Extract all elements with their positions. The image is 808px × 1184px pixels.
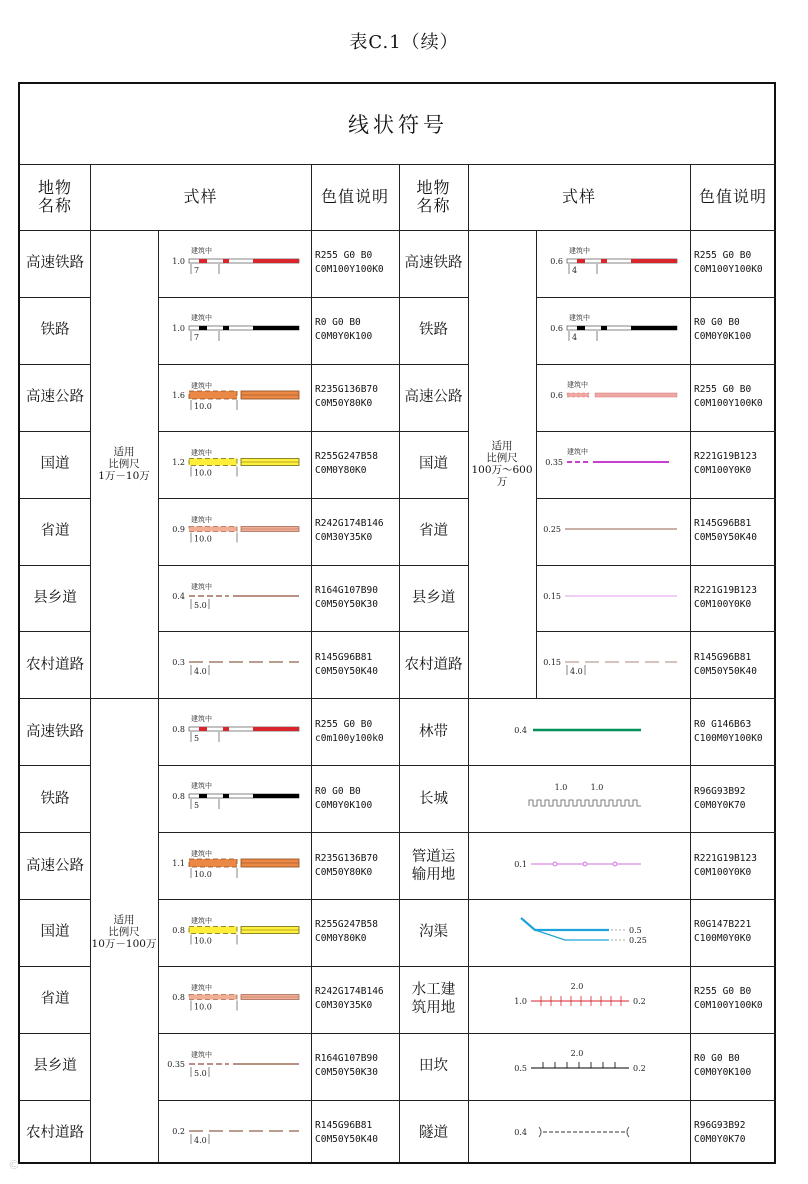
construction-label: 建筑中 (191, 917, 212, 925)
color-value (690, 364, 776, 431)
feature-name (20, 966, 90, 1033)
color-value (311, 698, 399, 765)
road-under-construction (567, 393, 589, 397)
width-label: 1.1 (172, 859, 185, 869)
width-label: 0.3 (172, 658, 185, 668)
header-name-left (20, 164, 90, 230)
feature-name-text: 田坎 (419, 1058, 448, 1075)
symbol-sample (159, 1034, 311, 1100)
color-value-text: R255G247B58 C0M0Y80K0 (315, 919, 378, 945)
color-value-text: R164G107B90 C0M50Y50K30 (315, 584, 378, 610)
dimension-label: 7 (194, 332, 200, 342)
tunnel-end (539, 1127, 541, 1137)
color-value (311, 565, 399, 632)
width-label: 0.6 (550, 257, 563, 266)
symbol-sample (159, 833, 311, 899)
rail-segment (223, 326, 229, 330)
color-value (311, 899, 399, 966)
symbol-sample (469, 1034, 690, 1100)
feature-name-text: 高速公路 (26, 857, 84, 874)
dimension-label: 10.0 (194, 870, 212, 880)
color-value-text: R221G19B123 C0M100Y0K0 (694, 451, 757, 477)
feature-name-text: 铁路 (40, 790, 70, 807)
color-value-text: R242G174B146 C0M30Y35K0 (315, 518, 384, 544)
pipe-node (583, 862, 587, 866)
dimension-label: 10.0 (194, 534, 212, 544)
feature-name (20, 765, 90, 832)
feature-name (399, 498, 468, 565)
rail-segment (223, 727, 229, 731)
width-label: 0.4 (514, 726, 527, 736)
rail-segment (199, 326, 207, 330)
color-value-text: R0G147B221 C100M0Y0K0 (694, 919, 752, 945)
width-label: 1.0 (514, 996, 527, 1006)
rail-segment (577, 326, 585, 330)
scale-range-1 (90, 230, 158, 698)
header-color-left-text: 色值说明 (320, 187, 389, 206)
scale-range-3 (90, 698, 158, 1166)
color-value (311, 966, 399, 1033)
canal-main (521, 918, 609, 930)
width-label: 1.0 (172, 257, 185, 266)
table-title-text: 线状符号 (348, 113, 448, 137)
feature-name (399, 297, 468, 364)
color-value-text: R221G19B123 C0M100Y0K0 (694, 584, 757, 610)
width-label: 0.25 (543, 524, 561, 534)
feature-name-text: 管道运 输用地 (411, 848, 456, 883)
feature-name-text: 省道 (40, 991, 70, 1008)
feature-name (399, 966, 468, 1033)
dimension-label: 5 (194, 734, 200, 744)
symbol-table (18, 82, 776, 1164)
feature-name-text: 农村道路 (26, 656, 84, 673)
feature-name (20, 230, 90, 297)
width-label: 0.6 (550, 390, 563, 400)
symbol-sample (159, 1101, 311, 1167)
construction-label: 建筑中 (569, 247, 590, 255)
rail-segment (601, 326, 607, 330)
color-value-text: R242G174B146 C0M30Y35K0 (315, 986, 384, 1012)
width-label: 0.8 (172, 725, 185, 735)
symbol-sample (159, 432, 311, 498)
width-label: 1.0 (172, 323, 185, 333)
header-name-right (399, 164, 468, 230)
symbol-sample (159, 365, 311, 431)
feature-name-text: 国道 (40, 456, 70, 473)
construction-label: 建筑中 (191, 1050, 212, 1059)
width-label: 1.2 (172, 457, 185, 467)
scale-range-1-text: 适用 比例尺 1万－10万 (98, 446, 150, 483)
watermark: © (8, 1158, 20, 1172)
color-value-text: R164G107B90 C0M50Y50K30 (315, 1053, 378, 1079)
dimension-label: 5.0 (194, 600, 207, 610)
feature-name-text: 国道 (419, 456, 448, 473)
color-value-text: R145G96B81 C0M50Y50K40 (315, 1120, 378, 1146)
color-value (690, 230, 776, 297)
road-body (595, 393, 677, 397)
feature-name-text: 铁路 (40, 322, 70, 339)
symbol-sample (159, 699, 311, 765)
color-value-text: R255 G0 B0 C0M100Y100K0 (315, 250, 384, 276)
symbol-sample (537, 298, 690, 364)
rail-segment (635, 326, 675, 330)
rail-segment (199, 794, 207, 798)
header-style-left (90, 164, 311, 230)
width-label: 1.6 (172, 390, 185, 400)
header-color-right (690, 164, 776, 230)
feature-name (20, 498, 90, 565)
color-value-text: R0 G0 B0 C0M0Y0K100 (315, 317, 373, 343)
symbol-sample (537, 432, 690, 498)
road-under-construction (189, 391, 237, 399)
feature-name (20, 832, 90, 899)
construction-label: 建筑中 (191, 313, 212, 322)
scale-range-2-text: 适用 比例尺 100万～600万 (471, 440, 533, 489)
feature-name (399, 832, 468, 899)
symbol-sample (159, 632, 311, 698)
feature-name (399, 698, 468, 765)
width-label: 0.9 (172, 524, 185, 534)
feature-name-text: 农村道路 (404, 656, 463, 673)
construction-label: 建筑中 (191, 247, 212, 255)
feature-name-text: 农村道路 (26, 1125, 84, 1142)
symbol-sample (159, 766, 311, 832)
color-value (690, 899, 776, 966)
color-value-text: R255 G0 B0 c0m100y100k0 (315, 718, 384, 744)
symbol-sample (537, 231, 690, 297)
feature-name (399, 230, 468, 297)
color-value-text: R145G96B81 C0M50Y50K40 (694, 518, 757, 544)
color-value (690, 297, 776, 364)
symbol-sample (537, 632, 690, 698)
feature-name-text: 长城 (419, 790, 448, 807)
color-value (690, 1100, 776, 1167)
construction-label: 建筑中 (569, 313, 590, 322)
symbol-sample (537, 365, 690, 431)
width-label: 0.2 (633, 1063, 646, 1073)
symbol-sample (159, 231, 311, 297)
feature-name (399, 364, 468, 431)
feature-name (399, 565, 468, 632)
feature-name (20, 364, 90, 431)
color-value-text: R255G247B58 C0M0Y80K0 (315, 451, 378, 477)
rail-segment (223, 794, 229, 798)
feature-name-text: 国道 (40, 924, 70, 941)
color-value (311, 765, 399, 832)
color-value-text: R96G93B92 C0M0Y0K70 (694, 785, 746, 811)
symbol-sample (469, 1101, 690, 1167)
table-title (20, 84, 776, 164)
dimension-label: 10.0 (194, 468, 212, 478)
color-value-text: R0 G0 B0 C0M0Y0K100 (315, 785, 373, 811)
construction-label: 建筑中 (191, 983, 212, 992)
road-under-construction (189, 994, 237, 999)
road-under-construction (189, 927, 237, 934)
rail-segment (257, 259, 297, 263)
construction-label: 建筑中 (567, 380, 588, 389)
symbol-sample (159, 900, 311, 966)
width-label: 0.35 (167, 1059, 185, 1069)
rail-segment (257, 326, 297, 330)
symbol-sample (537, 566, 690, 632)
color-value (690, 565, 776, 632)
dimension-label: 2.0 (570, 981, 584, 991)
symbol-sample (469, 967, 690, 1033)
feature-name-text: 水工建 筑用地 (411, 982, 456, 1017)
color-value (690, 765, 776, 832)
feature-name-text: 县乡道 (33, 589, 77, 606)
color-value-text: R235G136B70 C0M50Y80K0 (315, 852, 378, 878)
symbol-sample (469, 699, 690, 765)
feature-name (20, 1033, 90, 1100)
color-value (311, 631, 399, 698)
pipe-node (613, 862, 617, 866)
feature-name-text: 高速铁路 (26, 255, 84, 272)
color-value-text: R255 G0 B0 C0M100Y100K0 (694, 384, 763, 410)
feature-name (399, 1100, 468, 1167)
canal-branch (535, 930, 609, 940)
rail-segment (199, 259, 207, 263)
color-value-text: R221G19B123 C0M100Y0K0 (694, 852, 757, 878)
feature-name (399, 431, 468, 498)
header-color-left (311, 164, 399, 230)
construction-label: 建筑中 (191, 782, 212, 791)
rail-segment (601, 259, 607, 263)
feature-name-text: 隧道 (419, 1125, 448, 1142)
construction-label: 建筑中 (191, 381, 212, 390)
symbol-sample (159, 967, 311, 1033)
construction-label: 建筑中 (191, 448, 212, 457)
header-style-right (468, 164, 690, 230)
color-value (690, 966, 776, 1033)
dimension-label: 1.0 (554, 783, 568, 793)
feature-name-text: 沟渠 (419, 924, 448, 941)
symbol-sample (537, 499, 690, 565)
rail-segment (577, 259, 585, 263)
road-under-construction (189, 859, 237, 867)
symbol-sample (159, 298, 311, 364)
width-label: 0.5 (629, 926, 642, 935)
dimension-label: 5.0 (194, 1068, 207, 1078)
construction-label: 建筑中 (191, 582, 212, 591)
color-value-text: R255 G0 B0 C0M100Y100K0 (694, 250, 763, 276)
width-label: 0.6 (550, 323, 563, 333)
rail-segment (257, 794, 297, 798)
color-value (311, 498, 399, 565)
scale-range-2 (468, 230, 536, 698)
dimension-label: 4.0 (570, 667, 583, 677)
rail-segment (223, 259, 229, 263)
feature-name (399, 631, 468, 698)
feature-name-text: 县乡道 (411, 589, 456, 606)
feature-name-text: 铁路 (419, 322, 448, 339)
dimension-label: 7 (194, 266, 200, 275)
dimension-label: 4 (572, 266, 578, 275)
feature-name-text: 高速公路 (26, 389, 84, 406)
width-label: 0.4 (172, 591, 185, 601)
feature-name-text: 高速铁路 (404, 255, 463, 272)
feature-name-text: 高速铁路 (26, 723, 84, 740)
dimension-label: 1.0 (590, 783, 604, 793)
width-label: 0.25 (629, 936, 647, 945)
table-caption: 表C.1（续） (349, 32, 459, 53)
header-name-right-text: 地物 名称 (416, 178, 451, 215)
symbol-sample (469, 900, 690, 966)
header-style-right-text: 式样 (561, 187, 596, 206)
header-name-left-text: 地物 名称 (37, 178, 72, 215)
color-value (690, 431, 776, 498)
construction-label: 建筑中 (191, 515, 212, 524)
dimension-label: 5 (194, 801, 200, 811)
dimension-label: 4 (572, 332, 578, 342)
color-value (311, 1100, 399, 1167)
color-value-text: R0 G0 B0 C0M0Y0K100 (694, 317, 752, 343)
color-value (690, 1033, 776, 1100)
road-under-construction (189, 458, 237, 465)
width-label: 0.1 (514, 860, 527, 870)
feature-name (20, 431, 90, 498)
symbol-sample (469, 766, 690, 832)
feature-name (20, 698, 90, 765)
width-label: 0.5 (514, 1063, 527, 1073)
feature-name (20, 297, 90, 364)
color-value (690, 631, 776, 698)
width-label: 0.4 (514, 1127, 527, 1137)
dimension-label: 4.0 (194, 667, 207, 677)
color-value (311, 832, 399, 899)
feature-name-text: 高速公路 (404, 389, 463, 406)
width-label: 0.35 (545, 457, 563, 467)
color-value-text: R145G96B81 C0M50Y50K40 (315, 651, 378, 677)
color-value-text: R145G96B81 C0M50Y50K40 (694, 651, 757, 677)
feature-name (20, 631, 90, 698)
width-label: 0.8 (172, 926, 185, 935)
color-value (311, 364, 399, 431)
color-value (690, 832, 776, 899)
width-label: 0.15 (543, 658, 561, 668)
color-value-text: R235G136B70 C0M50Y80K0 (315, 384, 378, 410)
dimension-label: 2.0 (570, 1048, 584, 1058)
header-style-left-text: 式样 (183, 187, 218, 206)
color-value (311, 431, 399, 498)
feature-name-text: 省道 (40, 523, 70, 540)
feature-name (399, 899, 468, 966)
color-value-text: R0 G146B63 C100M0Y100K0 (694, 718, 763, 744)
color-value (311, 1033, 399, 1100)
pipe-node (553, 862, 557, 866)
scale-range-3-text: 适用 比例尺 10万－100万 (91, 914, 157, 951)
construction-label: 建筑中 (191, 850, 212, 859)
width-label: 0.8 (172, 792, 185, 802)
dimension-label: 10.0 (194, 1002, 212, 1012)
color-value (311, 297, 399, 364)
dimension-label: 4.0 (194, 1135, 207, 1145)
color-value-text: R255 G0 B0 C0M100Y100K0 (694, 986, 763, 1012)
color-value (690, 698, 776, 765)
rail-segment (257, 727, 297, 731)
construction-label: 建筑中 (567, 447, 588, 456)
color-value (690, 498, 776, 565)
color-value (311, 230, 399, 297)
dimension-label: 10.0 (194, 936, 212, 946)
construction-label: 建筑中 (191, 715, 212, 724)
feature-name (20, 565, 90, 632)
header-color-right-text: 色值说明 (698, 187, 767, 206)
dimension-label: 10.0 (194, 401, 212, 411)
width-label: 0.15 (543, 591, 561, 601)
feature-name-text: 县乡道 (33, 1058, 77, 1075)
width-label: 0.2 (633, 996, 646, 1006)
feature-name (20, 1100, 90, 1167)
feature-name-text: 林带 (419, 723, 448, 740)
width-label: 0.8 (172, 992, 185, 1002)
feature-name (20, 899, 90, 966)
rail-segment (635, 259, 675, 263)
color-value-text: R0 G0 B0 C0M0Y0K100 (694, 1053, 752, 1079)
symbol-sample (469, 833, 690, 899)
road-under-construction (189, 526, 237, 531)
tunnel-end (627, 1127, 629, 1137)
width-label: 0.2 (172, 1126, 185, 1136)
symbol-sample (159, 499, 311, 565)
feature-name (399, 765, 468, 832)
wall-pattern (529, 800, 641, 806)
feature-name-text: 省道 (419, 523, 448, 540)
symbol-sample (159, 566, 311, 632)
rail-segment (199, 727, 207, 731)
color-value-text: R96G93B92 C0M0Y0K70 (694, 1120, 746, 1146)
feature-name (399, 1033, 468, 1100)
